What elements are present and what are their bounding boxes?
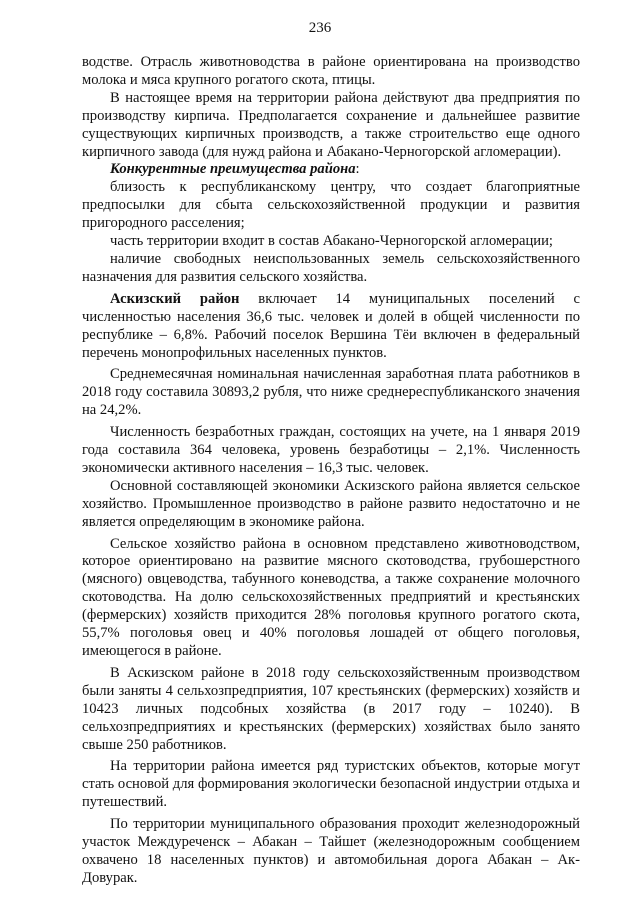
paragraph-competitive-heading [82, 161, 580, 179]
document-body [82, 54, 580, 888]
paragraph-farms: В Аскизском районе в 2018 году сельскохозяйственным производством были заняты 4 сельхозпредприятия, 107 крестьянских (фермерских) хозяйств и 10423 личных подсобных хозяйства (в 2017 году – 10240). В сельхозпредприятиях и крестьянских (фермерских) хозяйствах было занято свыше 250 работников. [82, 664, 580, 753]
paragraph-advantage-proximity: близость к республиканскому центру, что создает благоприятные предпосылки для сбыта сельскохозяйственной продукции и развития пригородного расселения; [82, 179, 580, 232]
paragraph-agriculture: Сельское хозяйство района в основном представлено животноводством, которое ориентировано на развитие мясного скотоводства, грубошерстного (мясного) овцеводства, табунного коневодства, а также сохранение молочного скотоводства. На долю сельскохозяйственных предприятий и крестьянских (фермерских) хозяйств приходится 28% поголовья крупного рогатого скота, 55,7% поголовья овец и 40% поголовья лошадей от общего поголовья, имеющегося в районе. [82, 535, 580, 659]
paragraph-livestock: водстве. Отрасль животноводства в районе ориентирована на производство молока и мяса крупного рогатого скота, птицы. [82, 54, 580, 88]
paragraph-askiz-district [82, 291, 580, 363]
subheading-colon: : [355, 161, 360, 178]
paragraph-tourism: На территории района имеется ряд туристских объектов, которые могут стать основой для формирования экологически безопасной индустрии отдыха и путешествий. [82, 758, 580, 811]
section-subheading: Конкурентные преимущества района [110, 161, 356, 178]
paragraph-transport: По территории муниципального образования проходит железнодорожный участок Междуреченск – Абакан – Тайшет (железнодорожным сообщением охвачено 18 населенных пунктов) и автомобильная дорога Абакан – Ак-Довурак. [82, 816, 580, 886]
paragraph-economy-basis: Основной составляющей экономики Аскизского района является сельское хозяйство. Промышленное производство в районе развито недостаточно и не является определяющим в экономике района. [82, 477, 580, 530]
paragraph-wages: Среднемесячная номинальная начисленная заработная плата работников в 2018 году составила 30893,2 рубля, что ниже среднереспубликанского значения на 24,2%. [82, 366, 580, 419]
paragraph-brick-enterprises: В настоящее время на территории района действуют два предприятия по производству кирпича. Предполагается сохранение и дальнейшее развитие существующих кирпичных производств, а также строительство еще одного кирпичного завода (для нужд района и Абакано-Черногорской агломерации). [82, 89, 580, 160]
district-description: включает 14 муниципальных поселений с численностью населения 36,6 тыс. человек и долей в общей численности по республике – 6,8%. Рабочий поселок Вершина Тёи включен в федеральный перечень монопрофильных населенных пунктов. [82, 290, 580, 361]
district-name: Аскизский район [110, 290, 240, 307]
page-number: 236 [308, 20, 332, 36]
paragraph-unemployment: Численность безработных граждан, состоящих на учете, на 1 января 2019 года составила 364 человека, уровень безработицы – 2,1%. Численность экономически активного населения – 16,3 тыс. человек. [82, 424, 580, 476]
paragraph-advantage-land: наличие свободных неиспользованных земель сельскохозяйственного назначения для развития сельского хозяйства. [82, 250, 580, 285]
paragraph-advantage-agglomeration: часть территории входит в состав Абакано-Черногорской агломерации; [110, 233, 553, 250]
